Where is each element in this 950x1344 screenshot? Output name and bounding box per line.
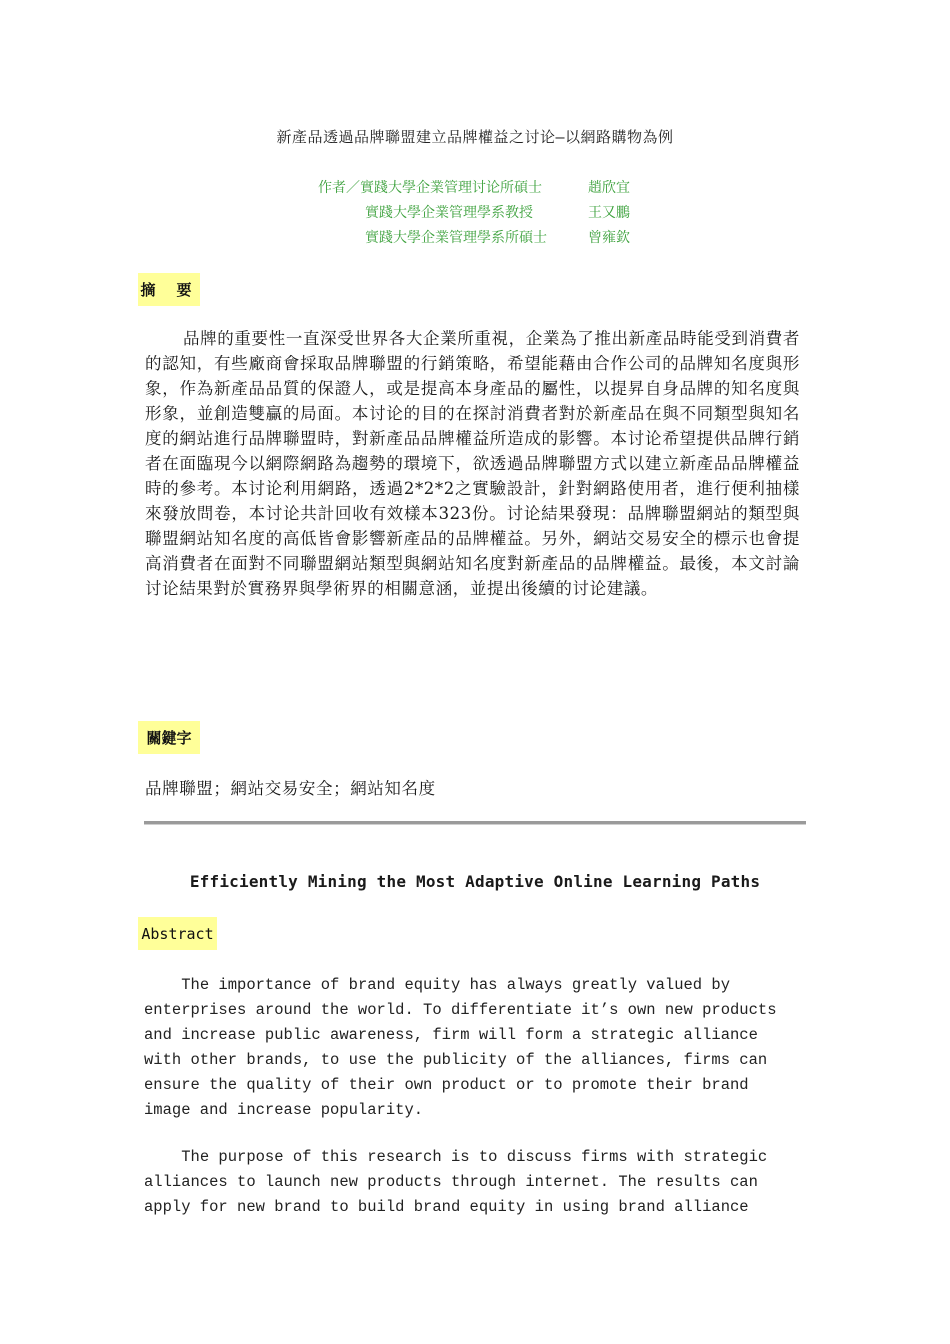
author-name: 王又鵬 xyxy=(588,205,630,221)
author-affiliation: 實踐大學企業管理學系所碩士 xyxy=(365,230,547,246)
author-row xyxy=(318,226,718,251)
author-row xyxy=(318,176,718,201)
english-title: Efficiently Mining the Most Adaptive Online Learning Paths xyxy=(189,872,761,891)
author-affiliation: 實踐大學企業管理學系教授 xyxy=(365,205,533,221)
author-row xyxy=(318,201,718,226)
abstract-en-heading: Abstract xyxy=(138,917,217,950)
keywords-cn-text: 品牌聯盟；網站交易安全；網站知名度 xyxy=(145,779,436,798)
keywords-cn-heading: 關鍵字 xyxy=(138,721,200,754)
abstract-en-paragraph-2: The purpose of this research is to discuss firms with strategic alliances to launch new products through internet. The results can apply for new brand to build brand equity in using brand alliance xyxy=(144,1148,768,1216)
chinese-title: 新產品透過品牌聯盟建立品牌權益之讨论—以網路購物為例 xyxy=(276,128,674,146)
author-name: 趙欣宜 xyxy=(588,180,630,196)
author-list xyxy=(318,176,718,251)
abstract-en-paragraph-1: The importance of brand equity has always greatly valued by enterprises around the world. To differentiate it’s own new products and increase public awareness, firm will form a strategic alliance with other brands, to use the publicity of the alliances, firms can ensure the quality of their own product or to promote their brand image and increase popularity. xyxy=(144,976,777,1119)
author-name: 曾雍欽 xyxy=(588,230,630,246)
section-divider xyxy=(144,821,806,825)
abstract-cn-heading: 摘 要 xyxy=(138,273,200,306)
author-affiliation: 作者／實踐大學企業管理讨论所碩士 xyxy=(318,180,542,196)
abstract-cn-body: 品牌的重要性一直深受世界各大企業所重視，企業為了推出新產品時能受到消費者的認知，有些廠商會採取品牌聯盟的行銷策略，希望能藉由合作公司的品牌知名度與形象，作為新產品品質的保證人，或是提高本身產品的屬性，以提昇自身品牌的知名度與形象，並創造雙贏的局面。本讨论的目的在探討消費者對於新產品在與不同類型與知名度的網站進行品牌聯盟時，對新產品品牌權益所造成的影響。本讨论希望提供品牌行銷者在面臨現今以網際網路為趨勢的環境下，欲透過品牌聯盟方式以建立新產品品牌權益時的參考。本讨论利用網路，透過2*2*2之實驗設計，針對網路使用者，進行便利抽樣來發放問卷，本讨论共計回收有效樣本323份。讨论結果發現：品牌聯盟網站的類型與聯盟網站知名度的高低皆會影響新產品的品牌權益。另外，網站交易安全的標示也會提高消費者在面對不同聯盟網站類型與網站知名度對新產品的品牌權益。最後，本文討論讨论結果對於實務界與學術界的相關意涵，並提出後續的讨论建議。 xyxy=(145,329,800,598)
